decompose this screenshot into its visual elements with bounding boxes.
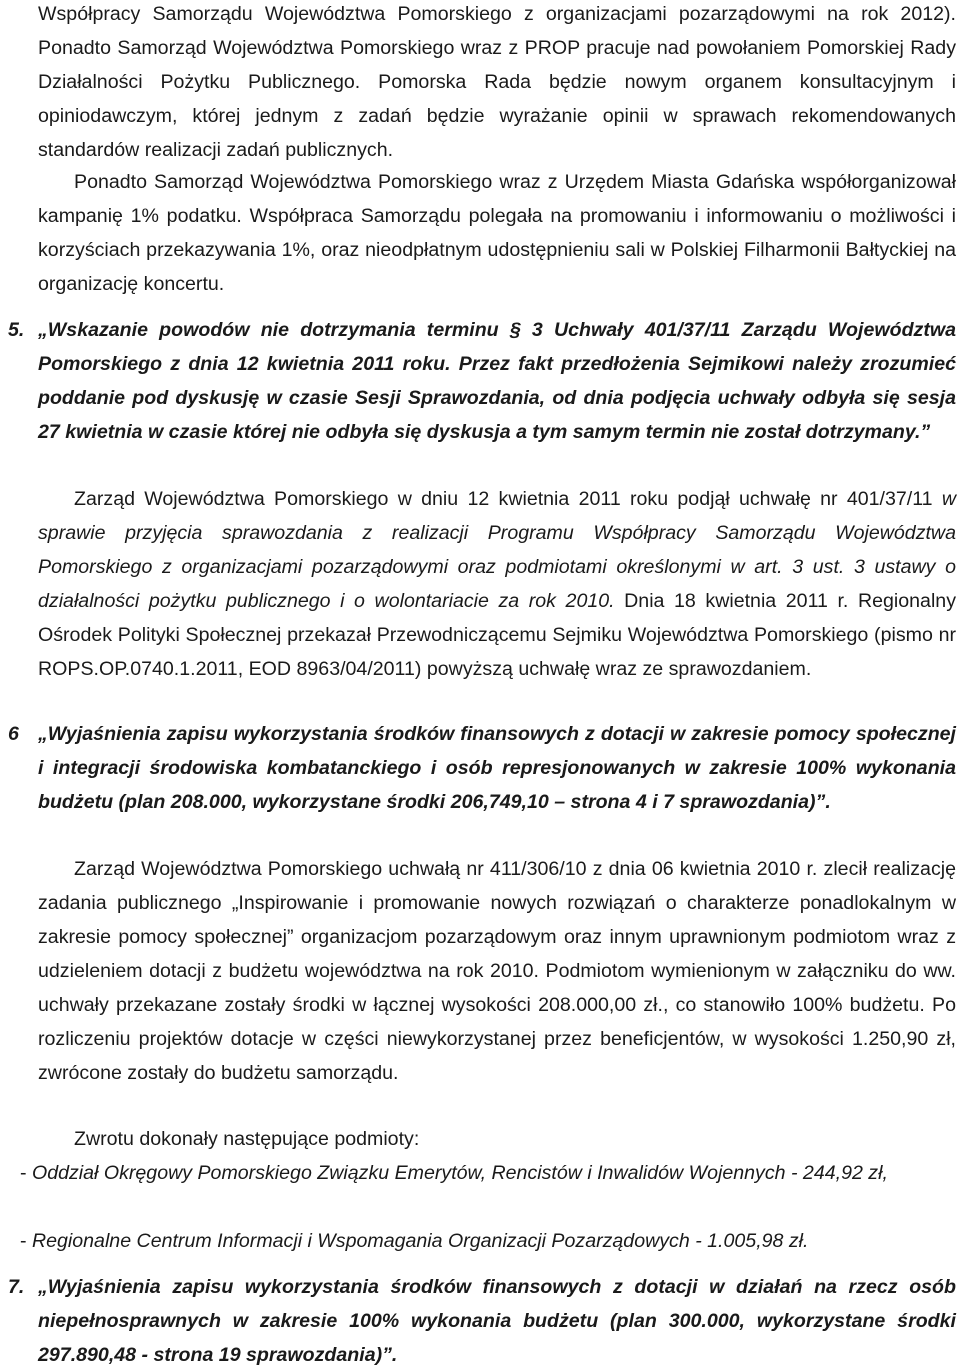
section-number: 6 xyxy=(8,723,19,745)
resolution-title: w sprawie przyjęcia sprawozdania z realizacji Programu Współpracy Samorządu Województwa Pomorskiego z organizacjami pozarządowymi oraz podmiotami określonymi w art. 3 ust. 3 ustawy o działalności pożytku publicznego i o wolontariacie za rok 2010. xyxy=(38,488,956,612)
list-item xyxy=(20,1156,956,1190)
list-item-text: Regionalne Centrum Informacji i Wspomagania Organizacji Pozarządowych - 1.005,98 zł. xyxy=(31,1230,809,1252)
paragraph-refunds-intro: Zwrotu dokonały następujące podmioty: xyxy=(74,1128,420,1150)
paragraph-resolution xyxy=(38,482,956,686)
paragraph-text: Zarząd Województwa Pomorskiego w dniu 12 kwietnia 2011 roku podjął uchwałę nr 401/37/11 xyxy=(74,488,942,510)
section-heading: „Wyjaśnienia zapisu wykorzystania środków finansowych z dotacji w zakresie pomocy społecznej i integracji środowiska kombatanckiego i osób represjonowanych w zakresie 100% wykonania budżetu (plan 208.000, wykorzystane środki 206,749,10 – strona 4 i 7 sprawozdania)”. xyxy=(38,723,956,813)
list-item xyxy=(20,1224,956,1258)
paragraph-grant: Zarząd Województwa Pomorskiego uchwałą nr 411/306/10 z dnia 06 kwietnia 2010 r. zlecił realizację zadania publicznego „Inspirowanie i promowanie nowych rozwiązań o charakterze ponadlokalnym w zakresie pomocy społecznej” organizacjom pozarządowym oraz innym uprawnionym podmiotom wraz z udzieleniem dotacji z budżetu województwa na rok 2010. Podmiotom wymienionym w załączniku do ww. uchwały przekazane zostały środki w łącznej wysokości 208.000,00 zł., co stanowiło 100% budżetu. Po rozliczeniu projektów dotacje w części niewykorzystanej przez beneficjentów, w wysokości 1.250,90 zł, zwrócone zostały do budżetu samorządu. xyxy=(38,858,956,1084)
paragraph-continuation xyxy=(38,0,956,167)
list-dash: - xyxy=(20,1230,32,1252)
paragraph-campaign: Ponadto Samorząd Województwa Pomorskiego wraz z Urzędem Miasta Gdańska współorganizował kampanię 1% podatku. Współpraca Samorządu polegała na promowaniu i informowaniu o możliwości i korzyściach przekazywania 1%, oraz nieodpłatnym udostępnieniu sali w Polskiej Filharmonii Bałtyckiej na organizację koncertu. xyxy=(38,171,956,295)
list-item-text: Oddział Okręgowy Pomorskiego Związku Emerytów, Rencistów i Inwalidów Wojennych - 244,92 zł, xyxy=(31,1162,888,1184)
paragraph-text: Współpracy Samorządu Województwa Pomorskiego z organizacjami pozarządowymi na rok 2012). Ponadto Samorząd Województwa Pomorskiego wraz z PROP pracuje nad powołaniem Pomorskiej Rady Działalności Pożytku Publicznego. Pomorska Rada będzie nowym organem konsultacyjnym i opiniodawczym, której jednym z zadań będzie wyrażanie opinii w sprawach rekomendowanych standardów realizacji zadań publicznych. xyxy=(38,3,956,161)
paragraph-text: Dnia 18 kwietnia 2011 r. Regionalny Ośrodek Polityki Społecznej przekazał Przewodniczącemu Sejmiku Województwa Pomorskiego (pismo nr ROPS.OP.0740.1.2011, EOD 8963/04/2011) powyższą uchwałę wraz ze sprawozdaniem. xyxy=(38,590,956,680)
section-number: 7. xyxy=(8,1276,25,1298)
section-number: 5. xyxy=(8,319,25,341)
section-heading: „Wyjaśnienia zapisu wykorzystania środków finansowych z dotacji w działań na rzecz osób niepełnosprawnych w zakresie 100% wykonania budżetu (plan 300.000, wykorzystane środki 297.890,48 - strona 19 sprawozdania)”. xyxy=(38,1276,956,1366)
list-dash: - xyxy=(20,1162,32,1184)
section-heading: „Wskazanie powodów nie dotrzymania terminu § 3 Uchwały 401/37/11 Zarządu Województwa Pomorskiego z dnia 12 kwietnia 2011 roku. Przez fakt przedłożenia Sejmikowi należy zrozumieć poddanie pod dyskusję w czasie Sesji Sprawozdania, od dnia podjęcia uchwały odbyła się sesja 27 kwietnia w czasie której nie odbyła się dyskusja a tym samym termin nie został dotrzymany.” xyxy=(38,319,956,443)
